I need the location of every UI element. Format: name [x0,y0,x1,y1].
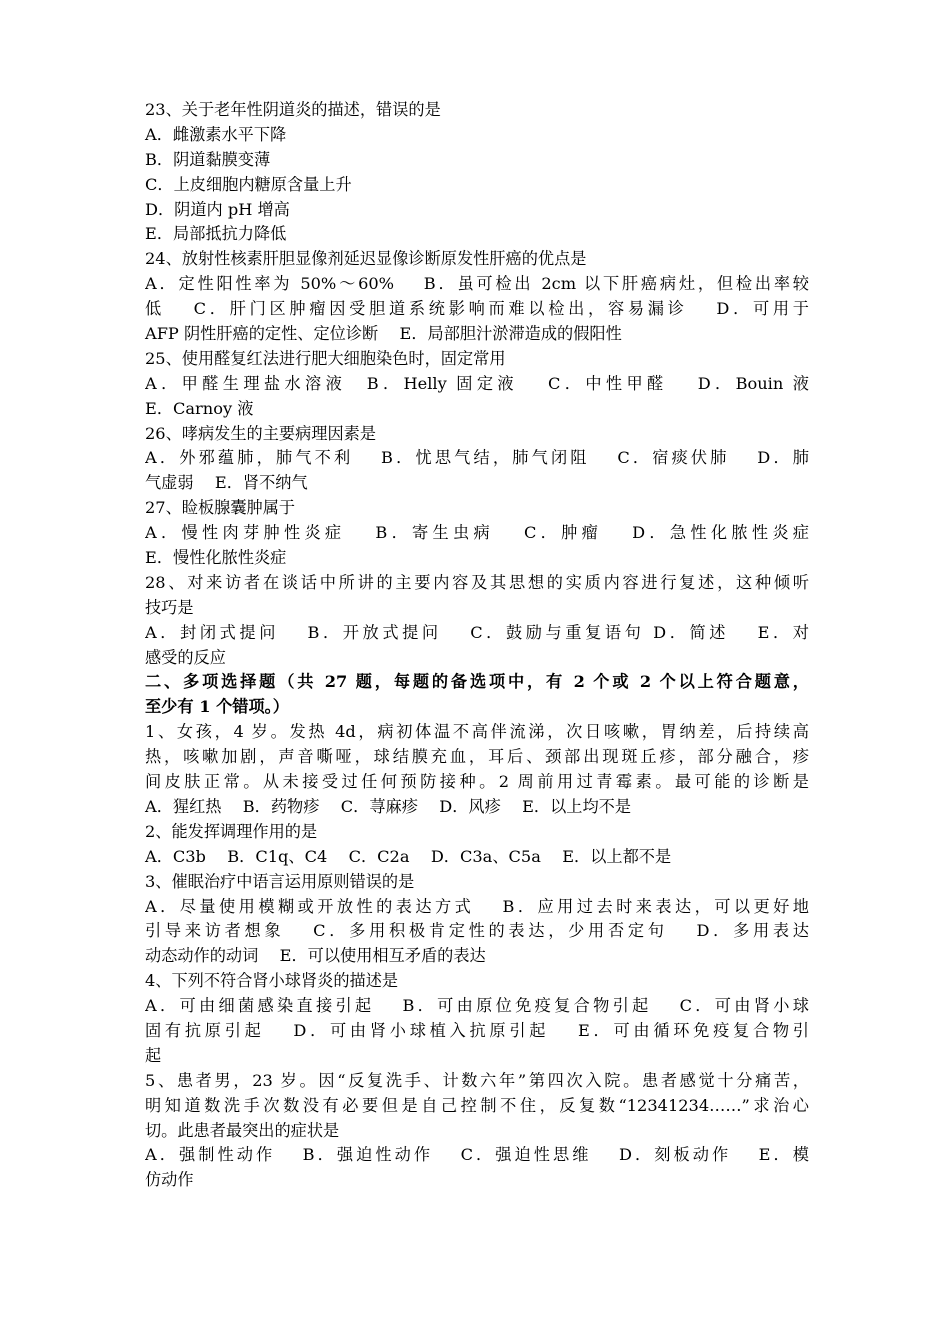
document-page [145,98,809,1193]
text-line: E．Carnoy 液 [145,398,254,418]
text-line: 感受的反应 [145,647,226,667]
text-line: 固有抗原引起 D．可由肾小球植入抗原引起 E．可由循环免疫复合物引 [145,1020,809,1040]
text-line: 24、放射性核素肝胆显像剂延迟显像诊断原发性肝癌的优点是 [145,249,587,269]
text-line: A．可由细菌感染直接引起 B．可由原位免疫复合物引起 C．可由肾小球 [145,996,809,1016]
text-line: 低 C．肝门区肿瘤因受胆道系统影响而难以检出，容易漏诊 D．可用于 [145,299,809,319]
text-line: D．阴道内 pH 增高 [145,199,290,219]
text-line: E．慢性化脓性炎症 [145,548,287,568]
text-line: A．强制性动作 B．强迫性动作 C．强迫性思维 D．刻板动作 E．模 [145,1145,809,1165]
text-line: 明知道数洗手次数没有必要但是自己控制不住，反复数“12341234……”求治心 [145,1095,809,1115]
text-line: A．尽量使用模糊或开放性的表达方式 B．应用过去时来表达，可以更好地 [145,896,809,916]
text-line: 27、睑板腺囊肿属于 [145,498,296,518]
text-line: 起 [145,1045,162,1065]
text-line: 动态动作的动词 E．可以使用相互矛盾的表达 [145,946,486,966]
text-line: A．雌激素水平下降 [145,124,287,144]
text-line: 气虚弱 E．肾不纳气 [145,473,308,493]
text-line: C．上皮细胞内糖原含量上升 [145,174,352,194]
text-line: A．C3b B．C1q、C4 C．C2a D．C3a、C5a E．以上都不是 [145,846,672,866]
text-line: B．阴道黏膜变薄 [145,149,271,169]
text-line: A．猩红热 B．药物疹 C．荨麻疹 D．风疹 E．以上均不是 [145,796,632,816]
text-line: A．封闭式提问 B．开放式提问 C．鼓励与重复语句 D．简述 E．对 [145,622,809,642]
text-line: A．甲醛生理盐水溶液 B．Helly 固定液 C．中性甲醛 D．Bouin 液 [145,373,809,393]
text-line: 2、能发挥调理作用的是 [145,821,318,841]
text-line: 切。此患者最突出的症状是 [145,1120,340,1140]
text-line: A．慢性肉芽肿性炎症 B．寄生虫病 C．肿瘤 D．急性化脓性炎症 [145,523,809,543]
text-line: 28、对来访者在谈话中所讲的主要内容及其思想的实质内容进行复述，这种倾听 [145,572,809,592]
section-heading-line: 至少有 1 个错项。） [145,697,289,717]
text-line: E．局部抵抗力降低 [145,224,287,244]
text-line: A．定性阳性率为 50%～60% B．虽可检出 2cm 以下肝癌病灶，但检出率较 [145,274,809,294]
text-line: A．外邪蕴肺，肺气不利 B．忧思气结，肺气闭阻 C．宿痰伏肺 D．肺 [145,448,809,468]
text-line: 25、使用醛复红法进行肥大细胞染色时，固定常用 [145,348,506,368]
text-line: 1、女孩，4 岁。发热 4d，病初体温不高伴流涕，次日咳嗽，胃纳差，后持续高 [145,722,809,742]
text-line: 热，咳嗽加剧，声音嘶哑，球结膜充血，耳后、颈部出现斑丘疹，部分融合，疹 [145,747,809,767]
text-line: 间皮肤正常。从未接受过任何预防接种。2 周前用过青霉素。最可能的诊断是 [145,772,809,792]
text-line: 引导来访者想象 C．多用积极肯定性的表达，少用否定句 D．多用表达 [145,921,809,941]
text-line: 4、下列不符合肾小球肾炎的描述是 [145,971,399,991]
text-line: AFP 阴性肝癌的定性、定位诊断 E．局部胆汁淤滞造成的假阳性 [145,324,622,344]
text-line: 仿动作 [145,1170,194,1190]
text-line: 3、催眠治疗中语言运用原则错误的是 [145,871,415,891]
text-line: 技巧是 [145,597,194,617]
section-heading-line: 二、多项选择题（共 27 题，每题的备选项中，有 2 个或 2 个以上符合题意， [145,672,809,692]
text-line: 23、关于老年性阴道炎的描述，错误的是 [145,100,441,119]
text-line: 5、患者男，23 岁。因“反复洗手、计数六年”第四次入院。患者感觉十分痛苦， [145,1070,809,1090]
text-line: 26、哮病发生的主要病理因素是 [145,423,377,443]
